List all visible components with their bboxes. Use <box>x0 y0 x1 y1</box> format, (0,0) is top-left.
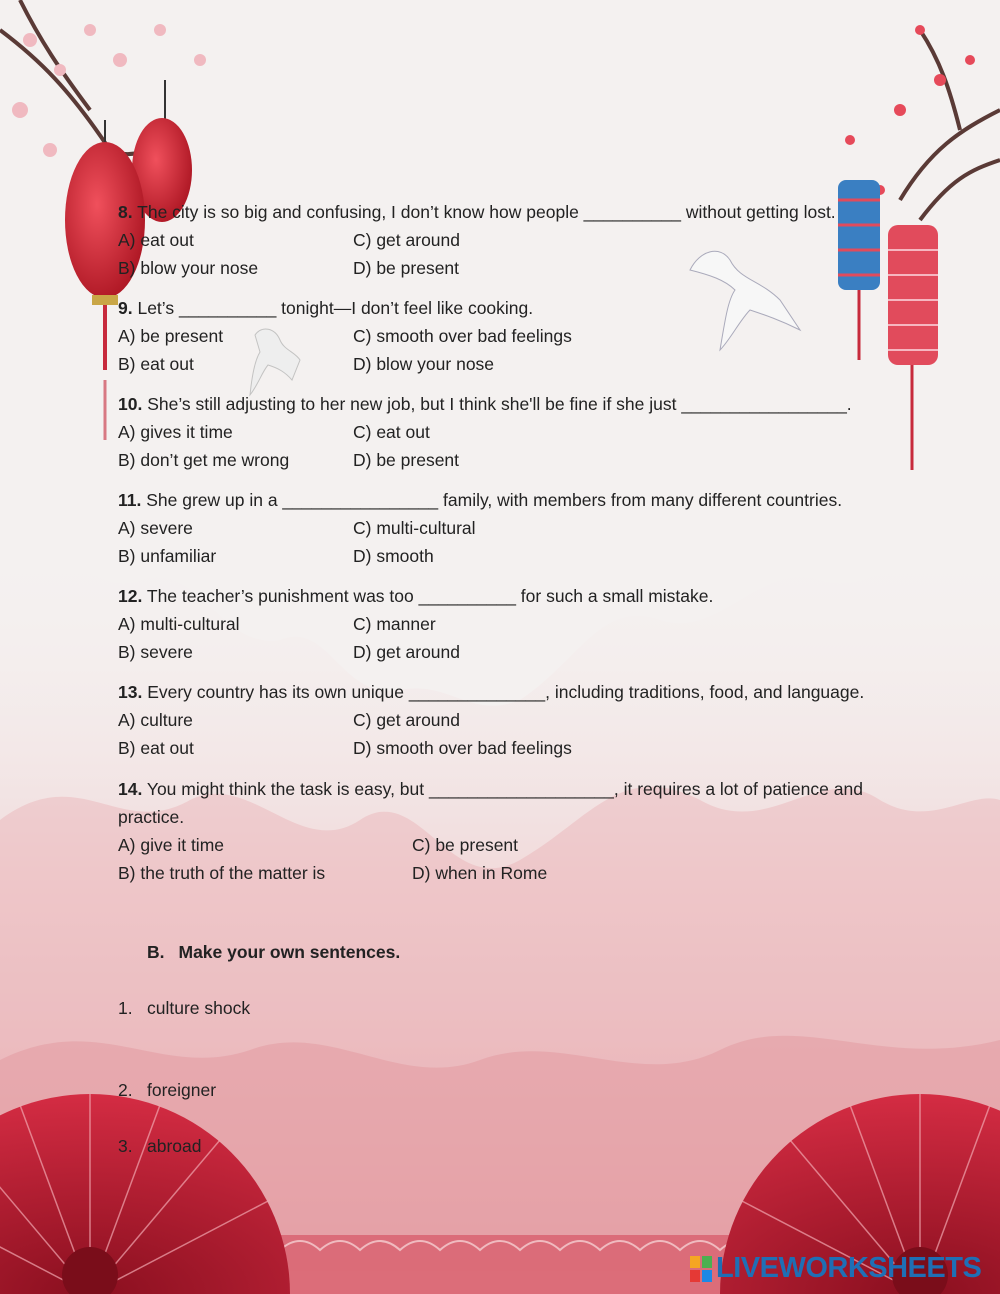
option-d[interactable]: D) when in Rome <box>412 863 548 883</box>
sentence-word: foreigner <box>147 1080 217 1100</box>
question-number: 9. <box>118 298 133 318</box>
question-number: 13. <box>118 682 143 702</box>
question-text: You might think the task is easy, but ___________________, it requires a lot of patience and practice. <box>118 779 863 827</box>
question-9 <box>118 294 572 378</box>
option-b[interactable]: B) unfamiliar <box>118 546 217 566</box>
question-number: 11. <box>118 490 142 510</box>
liveworksheets-badge-icon <box>690 1256 712 1282</box>
option-b[interactable]: B) severe <box>118 642 193 662</box>
option-a[interactable]: A) give it time <box>118 835 224 855</box>
question-text: Every country has its own unique ______________, including traditions, food, and language. <box>142 682 865 702</box>
question-12 <box>118 582 713 666</box>
option-c[interactable]: C) eat out <box>353 422 430 442</box>
question-number: 14. <box>118 779 143 799</box>
sentence-word: culture shock <box>147 998 251 1018</box>
liveworksheets-logo[interactable] <box>690 1252 981 1285</box>
question-8 <box>118 198 836 282</box>
option-b[interactable]: B) the truth of the matter is <box>118 863 326 883</box>
option-a[interactable]: A) culture <box>118 710 193 730</box>
question-number: 12. <box>118 586 143 606</box>
question-text: Let’s __________ tonight—I don’t feel like cooking. <box>132 298 534 318</box>
question-10 <box>118 390 852 474</box>
question-text: The city is so big and confusing, I don’t know how people __________ without getting lost. <box>132 202 836 222</box>
option-b[interactable]: B) blow your nose <box>118 258 259 278</box>
section-title: Make your own sentences. <box>178 942 401 962</box>
option-a[interactable]: A) gives it time <box>118 422 233 442</box>
option-c[interactable]: C) multi-cultural <box>353 518 476 538</box>
option-a[interactable]: A) multi-cultural <box>118 614 240 634</box>
sentence-word: abroad <box>147 1136 202 1156</box>
option-d[interactable]: D) smooth over bad feelings <box>353 738 572 758</box>
question-number: 8. <box>118 202 133 222</box>
question-text: She’s still adjusting to her new job, but I think she'll be fine if she just _________________. <box>142 394 852 414</box>
option-a[interactable]: A) be present <box>118 326 224 346</box>
option-d[interactable]: D) be present <box>353 258 460 278</box>
option-d[interactable]: D) smooth <box>353 546 434 566</box>
sentence-item-3 <box>118 1136 202 1157</box>
sentence-number: 2. <box>118 1080 133 1100</box>
option-c[interactable]: C) be present <box>412 835 519 855</box>
option-c[interactable]: C) get around <box>353 710 461 730</box>
option-c[interactable]: C) get around <box>353 230 461 250</box>
question-14 <box>118 775 888 887</box>
question-text: She grew up in a ________________ family, with members from many different countries. <box>141 490 843 510</box>
option-d[interactable]: D) get around <box>353 642 461 662</box>
option-b[interactable]: B) eat out <box>118 738 194 758</box>
question-13 <box>118 678 864 762</box>
option-c[interactable]: C) smooth over bad feelings <box>353 326 572 346</box>
option-a[interactable]: A) eat out <box>118 230 194 250</box>
question-number: 10. <box>118 394 143 414</box>
option-d[interactable]: D) be present <box>353 450 460 470</box>
logo-text: LIVEWORKSHEETS <box>716 1252 982 1284</box>
sentence-number: 3. <box>118 1136 133 1156</box>
option-a[interactable]: A) severe <box>118 518 193 538</box>
section-letter: B. <box>147 942 165 962</box>
sentence-number: 1. <box>118 998 133 1018</box>
option-d[interactable]: D) blow your nose <box>353 354 495 374</box>
sentence-item-2 <box>118 1080 216 1101</box>
question-11 <box>118 486 842 570</box>
option-b[interactable]: B) don’t get me wrong <box>118 450 290 470</box>
question-text: The teacher’s punishment was too __________ for such a small mistake. <box>142 586 714 606</box>
option-c[interactable]: C) manner <box>353 614 436 634</box>
section-b-heading <box>147 942 400 963</box>
option-b[interactable]: B) eat out <box>118 354 194 374</box>
sentence-item-1 <box>118 998 250 1019</box>
